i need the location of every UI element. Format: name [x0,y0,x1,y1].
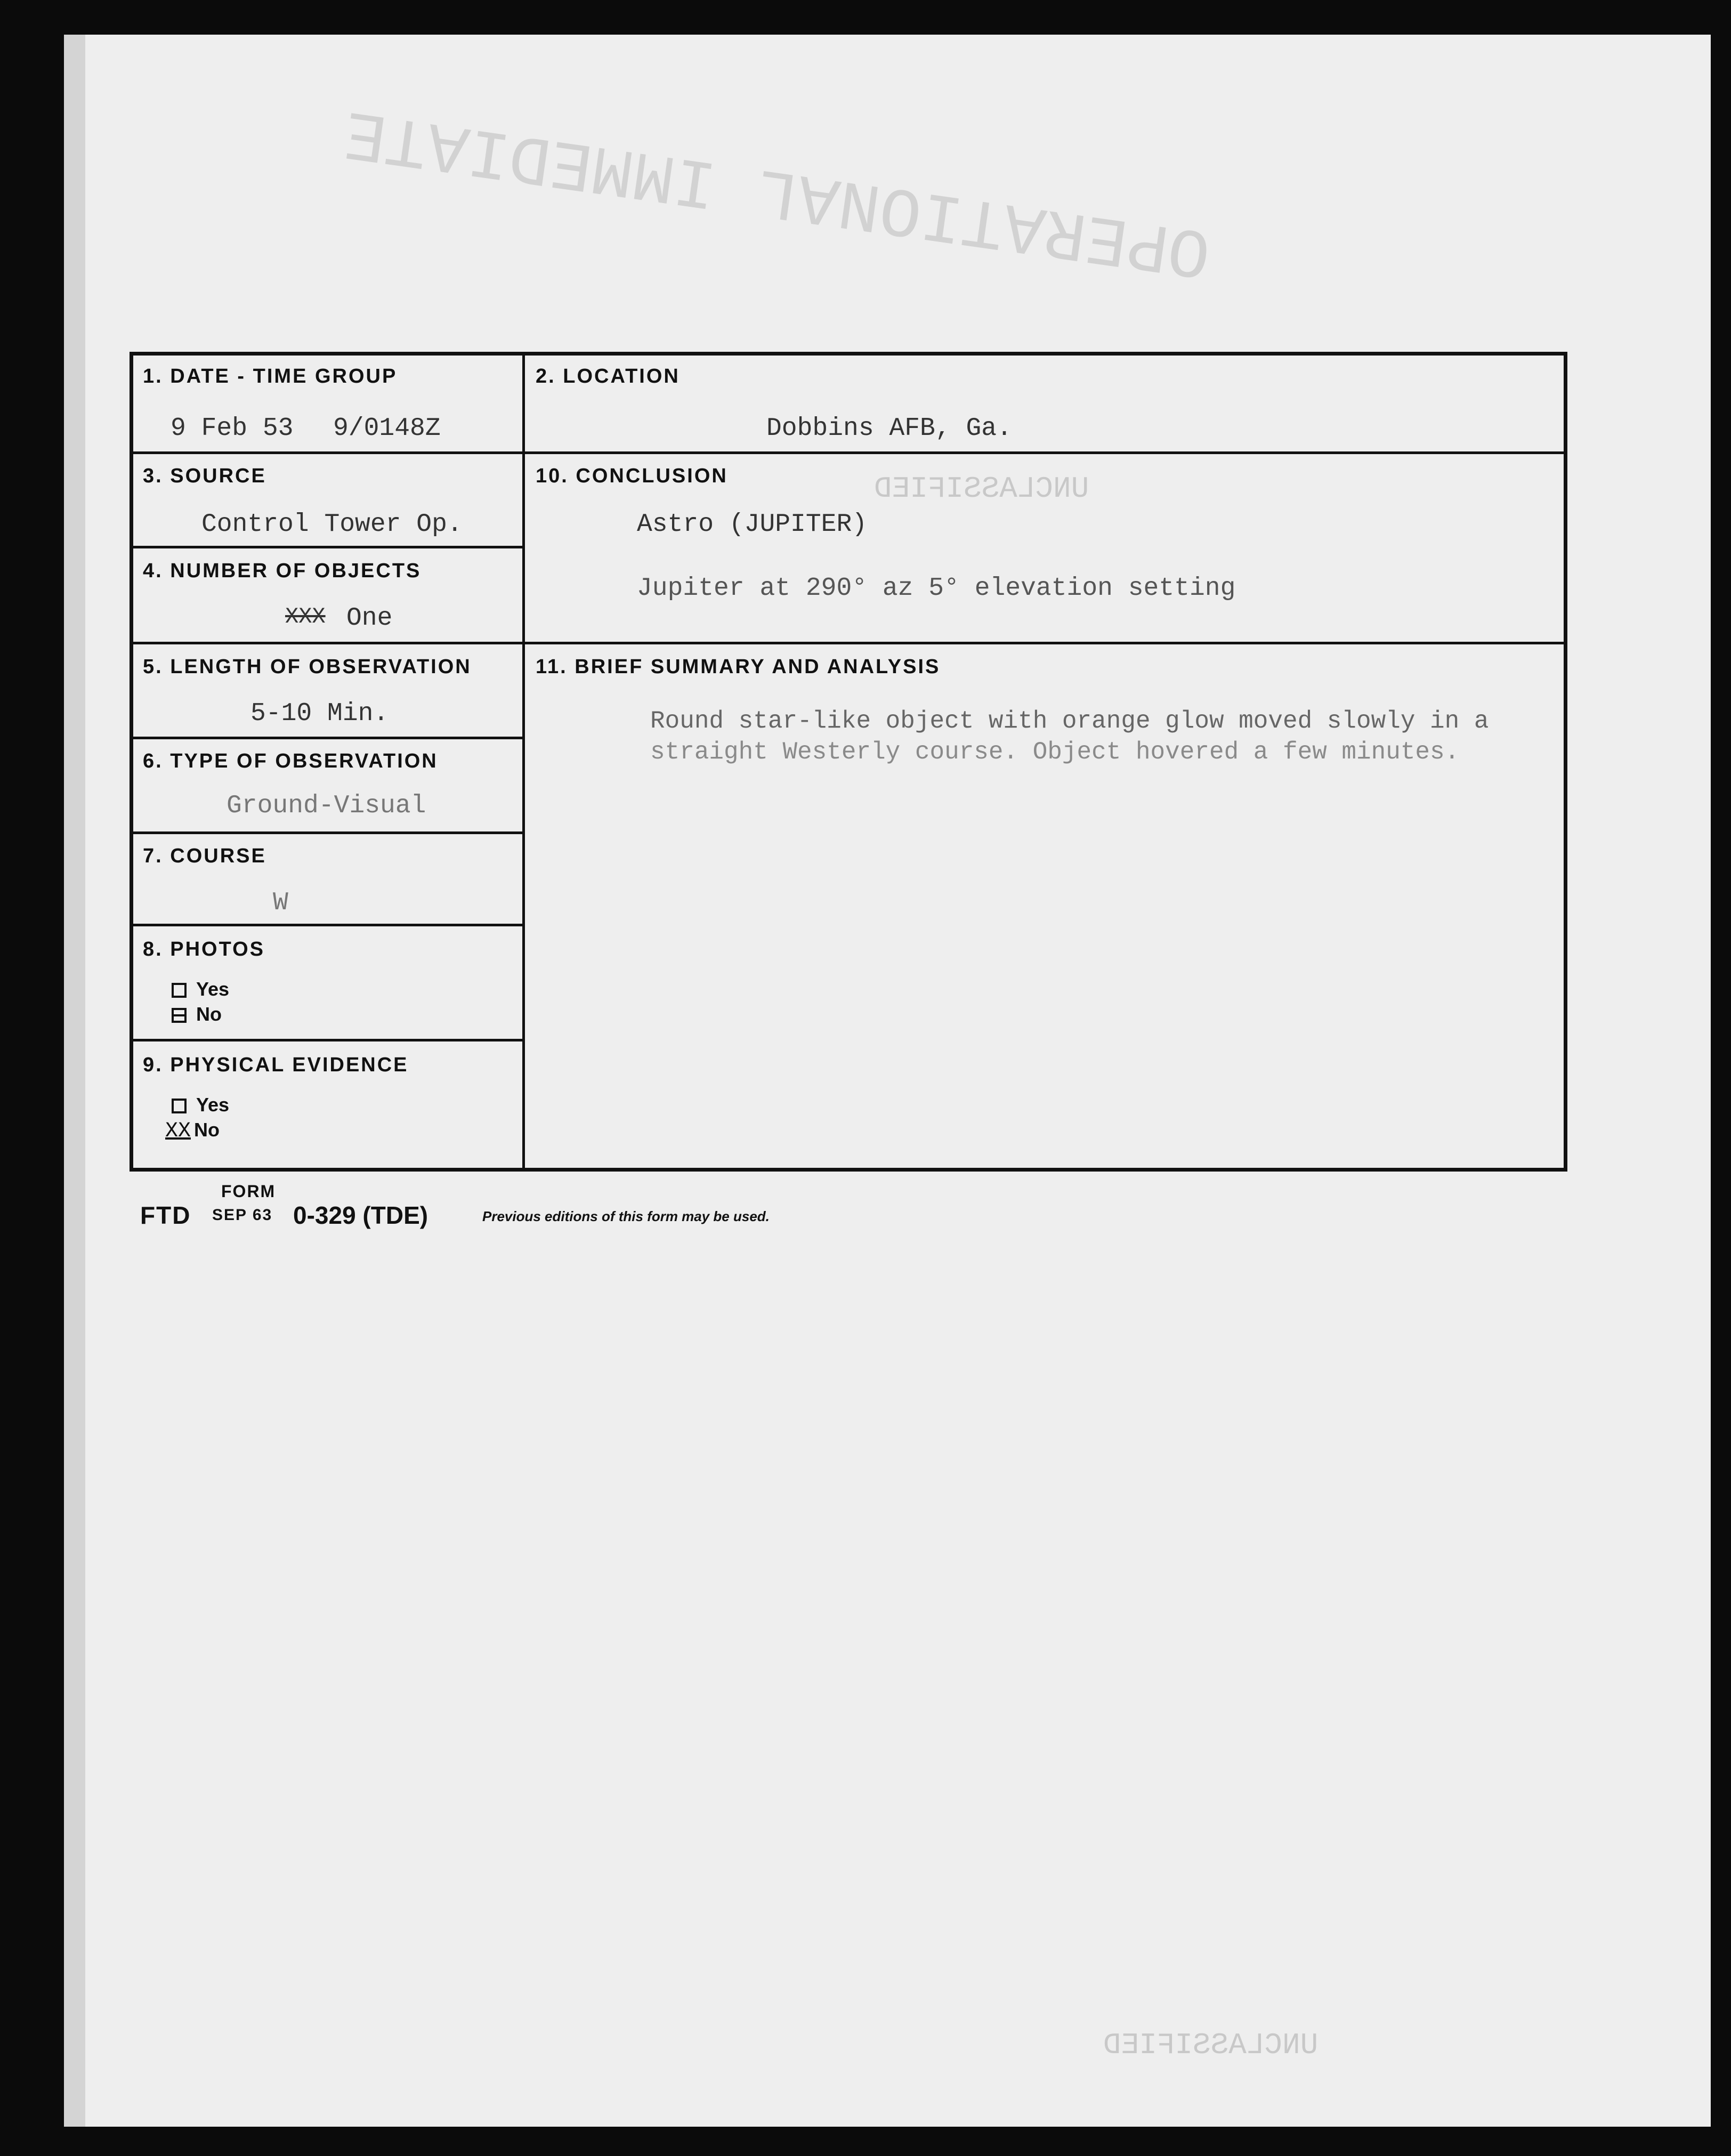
summary-line-2: straight Westerly course. Object hovered a few minutes. [650,738,1460,766]
report-form [130,352,1567,1172]
evidence-no-label: No [194,1119,220,1141]
length-value: 5-10 Min. [250,699,389,728]
course-label: 7. COURSE [143,845,266,867]
checkbox-icon [172,1099,187,1113]
evidence-yes-option [172,1094,229,1116]
date-time-label: 1. DATE - TIME GROUP [143,365,398,387]
photos-yes-option [172,978,229,1000]
date-value: 9 Feb 53 [171,414,294,443]
evidence-no-option [165,1119,220,1143]
page-edge [64,35,85,2127]
footer-ftd: FTD [140,1201,191,1229]
location-label: 2. LOCATION [536,365,680,387]
column-divider [522,356,525,1168]
footer-form-word: FORM [221,1182,276,1201]
number-of-objects-label: 4. NUMBER OF OBJECTS [143,560,422,582]
footer-form-number: 0-329 (TDE) [293,1201,428,1229]
photos-yes-label: Yes [196,978,230,1000]
row-divider [133,1039,523,1041]
course-value: W [273,889,288,917]
type-of-observation-label: 6. TYPE OF OBSERVATION [143,750,438,772]
physical-evidence-label: 9. PHYSICAL EVIDENCE [143,1054,409,1076]
summary-label: 11. BRIEF SUMMARY AND ANALYSIS [536,656,941,678]
checkbox-icon [172,983,187,998]
bleed-through-line: UNCLASSIFIED [874,472,1089,506]
row-divider [133,451,1564,454]
summary-line-1: Round star-like object with orange glow moved slowly in a [650,707,1489,735]
footer-note: Previous editions of this form may be used. [482,1208,770,1224]
source-label: 3. SOURCE [143,465,266,487]
checkbox-checked-icon [172,1008,187,1023]
evidence-no-mark: XX [165,1119,191,1143]
photos-no-option [172,1003,222,1025]
paper-sheet [64,35,1711,2127]
row-divider [133,737,523,739]
evidence-yes-label: Yes [196,1094,230,1116]
row-divider [133,642,1564,644]
row-divider [133,546,523,548]
source-value: Control Tower Op. [201,510,463,539]
objects-value: One [346,604,393,633]
footer-date-code: SEP 63 [212,1206,273,1224]
row-divider [133,924,523,926]
conclusion-label: 10. CONCLUSION [536,465,728,487]
bleed-through-line: UNCLASSIFIED [1103,2028,1319,2062]
bleed-through-heading: OPERATIONAL IMMEDIATE [339,91,1216,291]
conclusion-line-2: Jupiter at 290° az 5° elevation setting [637,574,1236,603]
photos-label: 8. PHOTOS [143,938,265,960]
time-value: 9/0148Z [333,414,441,443]
row-divider [133,831,523,834]
objects-strikeout: XXX [285,604,326,629]
photos-no-label: No [196,1003,222,1025]
length-of-observation-label: 5. LENGTH OF OBSERVATION [143,656,472,678]
type-value: Ground-Visual [227,792,426,820]
conclusion-line-1: Astro (JUPITER) [637,510,868,539]
location-value: Dobbins AFB, Ga. [766,414,1012,443]
